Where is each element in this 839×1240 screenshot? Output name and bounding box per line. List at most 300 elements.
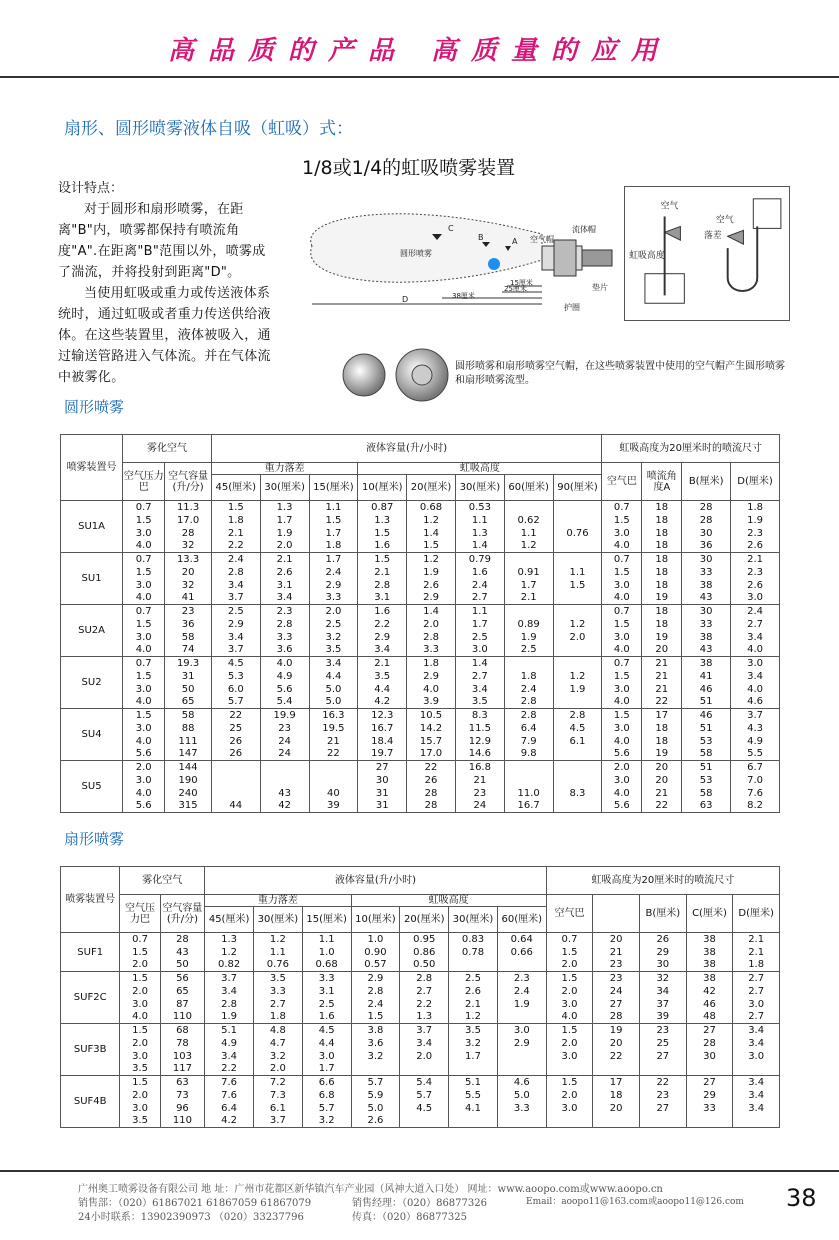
- table-row: [61, 1011, 780, 1024]
- table-cell: 2.0: [546, 959, 593, 972]
- table-cell: 50: [165, 683, 212, 696]
- table-cell: 3.9: [407, 696, 456, 709]
- col-d-header: D(厘米): [733, 895, 780, 933]
- table-cell: 1.8: [253, 1011, 302, 1024]
- table-cell: 30: [682, 553, 731, 566]
- table-cell: 26: [211, 735, 260, 748]
- model-cell: SUF3B: [61, 1024, 120, 1076]
- label-25cm: 25厘米: [504, 285, 527, 293]
- table-cell: 15.7: [407, 735, 456, 748]
- table-cell: 0.57: [351, 959, 400, 972]
- table-cell: [553, 761, 602, 774]
- table-cell: 5.6: [602, 800, 642, 813]
- table-row: [61, 998, 780, 1011]
- col-pressure2-header: 空气巴: [546, 895, 593, 933]
- table-cell: 19.9: [260, 709, 309, 722]
- model-cell: SUF2C: [61, 972, 120, 1024]
- siphon-nozzle: [665, 226, 681, 240]
- table-cell: 3.7: [253, 1115, 302, 1128]
- table-cell: 1.6: [302, 1011, 351, 1024]
- table-cell: 1.2: [449, 1011, 498, 1024]
- table-cell: 1.5: [602, 566, 642, 579]
- table-cell: [639, 1115, 686, 1128]
- table-cell: [546, 1115, 593, 1128]
- table-cell: 21: [642, 787, 682, 800]
- table-cell: 4.0: [123, 696, 165, 709]
- table-cell: 2.2: [211, 540, 260, 553]
- table-cell: 1.2: [205, 946, 254, 959]
- table-cell: [553, 644, 602, 657]
- table-cell: 3.0: [123, 774, 165, 787]
- table-cell: 7.3: [253, 1089, 302, 1102]
- table-row: [61, 553, 780, 566]
- table-cell: 19.3: [165, 657, 212, 670]
- table-cell: [593, 1115, 640, 1128]
- gravity-nozzle: [728, 230, 744, 244]
- table-cell: 1.4: [407, 527, 456, 540]
- table-cell: 18: [642, 553, 682, 566]
- table-cell: 2.5: [455, 631, 504, 644]
- table-cell: 3.4: [731, 631, 780, 644]
- table-cell: 65: [160, 985, 205, 998]
- table-cell: 25: [639, 1037, 686, 1050]
- table-cell: 2.2: [400, 998, 449, 1011]
- table-cell: 6.1: [553, 735, 602, 748]
- table-row: [61, 774, 780, 787]
- table-cell: 0.66: [497, 946, 546, 959]
- col-capacity-header: 空气容量(升/分): [160, 895, 205, 933]
- table-cell: 4.0: [123, 735, 165, 748]
- col-gravity-header: 重力落差: [211, 463, 357, 475]
- table-row: [61, 722, 780, 735]
- col-header: 15(厘米): [302, 907, 351, 933]
- table-cell: 2.0: [123, 761, 165, 774]
- table-cell: 11.5: [455, 722, 504, 735]
- table-cell: 4.9: [260, 670, 309, 683]
- table-cell: 42: [686, 985, 733, 998]
- table-cell: 51: [682, 722, 731, 735]
- table-cell: 1.5: [120, 946, 160, 959]
- table-cell: 4.0: [123, 540, 165, 553]
- table-cell: 3.2: [351, 1050, 400, 1063]
- table-cell: 2.0: [120, 1089, 160, 1102]
- table-cell: 27: [593, 998, 640, 1011]
- table-cell: 5.0: [497, 1089, 546, 1102]
- table-cell: 2.9: [497, 1037, 546, 1050]
- table-cell: 2.5: [302, 998, 351, 1011]
- table-cell: 4.0: [407, 683, 456, 696]
- table-cell: 34: [639, 985, 686, 998]
- table-cell: 3.4: [260, 592, 309, 605]
- table-cell: 2.1: [358, 566, 407, 579]
- table-cell: 2.9: [309, 579, 358, 592]
- table-cell: 2.8: [205, 998, 254, 1011]
- col-model-header: 喷雾装置号: [61, 867, 120, 933]
- table-cell: 32: [165, 540, 212, 553]
- table-cell: 41: [682, 670, 731, 683]
- table-cell: 0.89: [504, 618, 553, 631]
- table-row: [61, 618, 780, 631]
- table-cell: 2.3: [497, 972, 546, 985]
- table-cell: 21: [642, 657, 682, 670]
- table-cell: [211, 774, 260, 787]
- table-cell: [211, 761, 260, 774]
- table-cell: 5.7: [211, 696, 260, 709]
- table-cell: 16.3: [309, 709, 358, 722]
- table-cell: 21: [642, 670, 682, 683]
- table-cell: 2.6: [731, 579, 780, 592]
- table-cell: 2.4: [351, 998, 400, 1011]
- table-cell: 39: [639, 1011, 686, 1024]
- table-cell: 4.4: [302, 1037, 351, 1050]
- table-cell: 78: [160, 1037, 205, 1050]
- table-cell: [553, 748, 602, 761]
- table-cell: 31: [165, 670, 212, 683]
- table-row: [61, 1063, 780, 1076]
- spray-pattern-diagram: [292, 194, 620, 330]
- table-row: [61, 592, 780, 605]
- table-cell: 2.9: [358, 631, 407, 644]
- table-cell: 4.7: [253, 1037, 302, 1050]
- table-cell: 1.5: [123, 566, 165, 579]
- table-cell: 2.1: [731, 553, 780, 566]
- table-cell: 1.7: [302, 1063, 351, 1076]
- table-row: [61, 579, 780, 592]
- table-cell: 103: [160, 1050, 205, 1063]
- table-cell: 2.1: [260, 553, 309, 566]
- table-cell: [260, 774, 309, 787]
- table-cell: 1.9: [504, 631, 553, 644]
- table-cell: 1.1: [302, 933, 351, 946]
- round-spray-title: 圆形喷雾: [64, 398, 125, 416]
- table-cell: 3.8: [351, 1024, 400, 1037]
- table-cell: 1.8: [407, 657, 456, 670]
- table-cell: 17.0: [165, 514, 212, 527]
- table-cell: 4.0: [602, 696, 642, 709]
- table-cell: 5.9: [351, 1089, 400, 1102]
- table-row: [61, 540, 780, 553]
- table-cell: 1.7: [455, 618, 504, 631]
- table-cell: 28: [593, 1011, 640, 1024]
- table-cell: 26: [639, 933, 686, 946]
- table-cell: 1.8: [211, 514, 260, 527]
- table-cell: 2.2: [205, 1063, 254, 1076]
- table-cell: 1.2: [407, 553, 456, 566]
- table-cell: [449, 959, 498, 972]
- table-cell: 17: [642, 709, 682, 722]
- table-cell: 50: [160, 959, 205, 972]
- table-cell: 3.0: [602, 722, 642, 735]
- table-cell: 1.6: [358, 540, 407, 553]
- table-cell: 1.0: [351, 933, 400, 946]
- table-cell: 8.3: [455, 709, 504, 722]
- table-cell: 6.4: [504, 722, 553, 735]
- table-cell: 315: [165, 800, 212, 813]
- table-cell: [553, 605, 602, 618]
- table-cell: 0.86: [400, 946, 449, 959]
- table-cell: 43: [260, 787, 309, 800]
- table-cell: [400, 1115, 449, 1128]
- table-cell: 1.1: [309, 501, 358, 514]
- table-cell: 2.0: [546, 1037, 593, 1050]
- table-cell: 31: [358, 787, 407, 800]
- table-cell: 0.82: [205, 959, 254, 972]
- header-bar: [0, 0, 839, 78]
- table-cell: 1.5: [602, 670, 642, 683]
- table-row: [61, 1024, 780, 1037]
- table-cell: 3.3: [260, 631, 309, 644]
- table-cell: 27: [358, 761, 407, 774]
- table-cell: [553, 540, 602, 553]
- table-row: [61, 696, 780, 709]
- table-cell: 1.5: [602, 618, 642, 631]
- table-cell: 3.4: [733, 1024, 780, 1037]
- table-cell: 42: [260, 800, 309, 813]
- table-row: [61, 709, 780, 722]
- table-cell: 1.4: [455, 540, 504, 553]
- table-cell: 51: [682, 761, 731, 774]
- table-cell: 1.1: [553, 566, 602, 579]
- table-cell: 22: [407, 761, 456, 774]
- table-cell: 4.6: [731, 696, 780, 709]
- table-cell: 1.3: [358, 514, 407, 527]
- col-header: 30(厘米): [260, 475, 309, 501]
- table-cell: 46: [686, 998, 733, 1011]
- table-row: [61, 501, 780, 514]
- table-cell: 24: [260, 735, 309, 748]
- table-cell: 2.7: [253, 998, 302, 1011]
- table-cell: 43: [682, 592, 731, 605]
- table-cell: 0.79: [455, 553, 504, 566]
- table-cell: 13.3: [165, 553, 212, 566]
- table-cell: 3.0: [123, 631, 165, 644]
- table-cell: [639, 1063, 686, 1076]
- table-cell: 27: [686, 1024, 733, 1037]
- label-a: A: [512, 237, 518, 246]
- table-row: [61, 761, 780, 774]
- table-cell: [504, 501, 553, 514]
- table-row: [61, 946, 780, 959]
- table-cell: 22: [642, 696, 682, 709]
- table-cell: 1.5: [602, 709, 642, 722]
- table-cell: 3.0: [302, 1050, 351, 1063]
- table-cell: 4.0: [731, 644, 780, 657]
- table-cell: 1.5: [358, 527, 407, 540]
- table-cell: 30: [358, 774, 407, 787]
- table-cell: 6.7: [731, 761, 780, 774]
- label-air-left: 空气: [660, 201, 679, 212]
- col-angle-header: 喷流角度A: [642, 463, 682, 501]
- round-air-cap-icon: [343, 354, 385, 396]
- table-cell: 48: [686, 1011, 733, 1024]
- table-cell: 20: [642, 774, 682, 787]
- table-cell: 2.0: [120, 959, 160, 972]
- table-cell: 18: [642, 514, 682, 527]
- table-cell: 2.0: [546, 985, 593, 998]
- table-cell: 5.7: [400, 1089, 449, 1102]
- table-cell: 28: [682, 514, 731, 527]
- table-row: [61, 566, 780, 579]
- table-cell: 110: [160, 1115, 205, 1128]
- table-cell: 4.0: [602, 592, 642, 605]
- table-cell: [351, 1063, 400, 1076]
- table-cell: [553, 696, 602, 709]
- table-cell: 1.0: [302, 946, 351, 959]
- table-cell: 2.6: [407, 579, 456, 592]
- table-cell: 2.1: [504, 592, 553, 605]
- table-cell: 28: [160, 933, 205, 946]
- round-spray-body: [61, 501, 780, 813]
- table-cell: 3.3: [309, 592, 358, 605]
- table-cell: 1.9: [497, 998, 546, 1011]
- table-cell: 2.1: [733, 933, 780, 946]
- table-cell: [504, 657, 553, 670]
- table-cell: 1.4: [407, 605, 456, 618]
- table-cell: 1.5: [120, 972, 160, 985]
- table-cell: 0.78: [449, 946, 498, 959]
- table-cell: 2.9: [211, 618, 260, 631]
- table-cell: 1.7: [260, 514, 309, 527]
- table-cell: 2.0: [546, 1089, 593, 1102]
- table-cell: 1.7: [449, 1050, 498, 1063]
- table-cell: 1.5: [123, 514, 165, 527]
- table-cell: 3.7: [211, 592, 260, 605]
- table-cell: 0.83: [449, 933, 498, 946]
- col-header: 10(厘米): [351, 907, 400, 933]
- table-cell: 30: [682, 605, 731, 618]
- col-capacity-header: 空气容量(升/分): [165, 463, 212, 501]
- fan-spray-table: [60, 866, 780, 1128]
- table-cell: 5.6: [123, 800, 165, 813]
- table-cell: 16.7: [358, 722, 407, 735]
- table-cell: 0.7: [120, 933, 160, 946]
- table-cell: 5.6: [123, 748, 165, 761]
- table-cell: 3.4: [309, 657, 358, 670]
- table-cell: 4.0: [602, 540, 642, 553]
- table-row: [61, 644, 780, 657]
- table-cell: 3.4: [205, 985, 254, 998]
- table-cell: 5.6: [260, 683, 309, 696]
- table-cell: 7.6: [205, 1076, 254, 1089]
- table-row: [61, 800, 780, 813]
- table-cell: 0.95: [400, 933, 449, 946]
- table-cell: 1.5: [553, 579, 602, 592]
- table-cell: 4.4: [358, 683, 407, 696]
- col-pressure-header: 空气压力巴: [123, 463, 165, 501]
- table-cell: 1.5: [546, 972, 593, 985]
- table-cell: 28: [407, 800, 456, 813]
- table-cell: 1.1: [455, 605, 504, 618]
- table-cell: 11.3: [165, 501, 212, 514]
- table-cell: [497, 1011, 546, 1024]
- table-cell: 1.3: [205, 933, 254, 946]
- table-cell: 5.4: [260, 696, 309, 709]
- table-cell: 0.7: [602, 553, 642, 566]
- table-cell: 4.4: [309, 670, 358, 683]
- table-cell: 3.3: [302, 972, 351, 985]
- table-cell: 1.4: [455, 657, 504, 670]
- table-row: [61, 787, 780, 800]
- table-cell: 1.2: [553, 670, 602, 683]
- table-cell: 1.5: [546, 1024, 593, 1037]
- table-cell: 2.8: [504, 709, 553, 722]
- table-cell: 4.9: [205, 1037, 254, 1050]
- model-cell: SU2: [61, 657, 123, 709]
- table-cell: 27: [686, 1076, 733, 1089]
- table-cell: 23: [593, 959, 640, 972]
- table-cell: 28: [407, 787, 456, 800]
- table-cell: 2.5: [309, 618, 358, 631]
- table-cell: 0.7: [123, 553, 165, 566]
- table-cell: 2.0: [309, 605, 358, 618]
- table-cell: 74: [165, 644, 212, 657]
- table-cell: 2.8: [260, 618, 309, 631]
- table-cell: 0.76: [253, 959, 302, 972]
- table-cell: 1.5: [358, 553, 407, 566]
- table-cell: 2.9: [407, 670, 456, 683]
- table-cell: 0.90: [351, 946, 400, 959]
- section-title: 扇形、圆形喷雾液体自吸（虹吸）式：: [64, 119, 353, 139]
- table-cell: 2.5: [211, 605, 260, 618]
- page-number: 38: [786, 1184, 817, 1212]
- table-cell: 20: [642, 644, 682, 657]
- table-cell: 2.1: [449, 998, 498, 1011]
- table-cell: 4.0: [602, 644, 642, 657]
- table-cell: [553, 553, 602, 566]
- table-cell: 1.3: [455, 527, 504, 540]
- col-header: 20(厘米): [400, 907, 449, 933]
- table-cell: [553, 800, 602, 813]
- table-cell: 4.0: [123, 592, 165, 605]
- table-cell: 3.2: [309, 631, 358, 644]
- table-cell: 33: [686, 1102, 733, 1115]
- col-header: 20(厘米): [407, 475, 456, 501]
- footer: [0, 1170, 839, 1240]
- table-cell: [593, 1063, 640, 1076]
- table-cell: 18.4: [358, 735, 407, 748]
- table-cell: 1.2: [407, 514, 456, 527]
- col-siphon-height-header: 虹吸高度: [358, 463, 602, 475]
- table-cell: 8.2: [731, 800, 780, 813]
- table-cell: [733, 1063, 780, 1076]
- table-cell: 2.0: [253, 1063, 302, 1076]
- table-cell: 110: [160, 1011, 205, 1024]
- table-cell: 3.1: [358, 592, 407, 605]
- table-cell: [504, 553, 553, 566]
- col-header: 90(厘米): [553, 475, 602, 501]
- table-cell: 6.0: [211, 683, 260, 696]
- table-cell: 22: [642, 800, 682, 813]
- table-cell: 22: [309, 748, 358, 761]
- table-cell: 0.7: [602, 501, 642, 514]
- table-row: [61, 1089, 780, 1102]
- table-cell: 65: [165, 696, 212, 709]
- table-cell: 23: [260, 722, 309, 735]
- model-cell: SUF4B: [61, 1076, 120, 1128]
- table-cell: 2.8: [351, 985, 400, 998]
- table-cell: 3.5: [449, 1024, 498, 1037]
- table-cell: [309, 774, 358, 787]
- table-cell: 43: [682, 644, 731, 657]
- table-cell: 5.7: [351, 1076, 400, 1089]
- fan-spray-body: [61, 933, 780, 1128]
- table-cell: 4.0: [260, 657, 309, 670]
- table-cell: [686, 1115, 733, 1128]
- table-cell: 0.62: [504, 514, 553, 527]
- table-cell: 1.8: [309, 540, 358, 553]
- table-cell: 7.2: [253, 1076, 302, 1089]
- table-cell: 147: [165, 748, 212, 761]
